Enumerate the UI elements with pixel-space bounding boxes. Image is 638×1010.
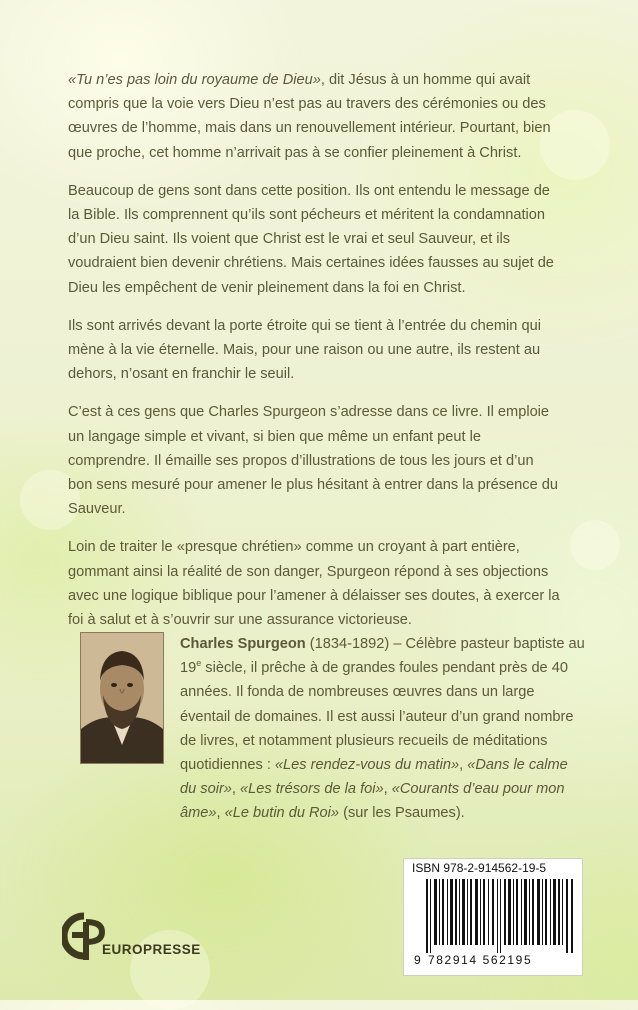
publisher-logo <box>62 912 201 972</box>
book-title: «Les trésors de la foi» <box>240 781 384 798</box>
author-portrait <box>80 632 164 764</box>
description-paragraph-3: Ils sont arrivés devant la porte étroite qui se tient à l’entrée du chemin qui mène à la vie éternelle. Mais, pour une raison ou une autre, ils restent au dehors, n’osant en franchir le seuil. <box>68 317 541 383</box>
book-title: «Les rendez-vous du matin» <box>274 757 460 774</box>
barcode-icon <box>426 879 574 953</box>
back-cover-description <box>68 68 560 646</box>
barcode-first-digit: 9 <box>414 953 421 967</box>
description-paragraph-5: Loin de traiter le «presque chrétien» comme un croyant à part entière, gommant ainsi la réalité de son danger, Spurgeon répond à ses objections avec une logique biblique pour l’amener à délaisser ses doutes, à exercer la foi à salut et à s’ouvrir sur une assurance victorieuse. <box>68 539 560 629</box>
book-title: «Dans le calme du soir» <box>180 757 568 798</box>
bokeh-light <box>570 520 620 570</box>
barcode-digits: 782914 562195 <box>428 953 533 967</box>
description-paragraph-4: C’est à ces gens que Charles Spurgeon s’adresse dans ce livre. Il emploie un langage simple et vivant, si bien que même un enfant peut le comprendre. Il émaille ses propos d’illustrations de tous les jours et d’un bon sens mesuré pour amener le plus hésitant à entrer dans la présence du Sauveur. <box>68 404 558 518</box>
author-name: Charles Spurgeon <box>180 636 306 652</box>
author-bio: Charles Spurgeon (1834-1892) – Célèbre pasteur baptiste au 19e siècle, il prêche à de grandes foules pendant près de 40 années. Il fonda de nombreuses œuvres dans un large éventail de domaines. Il est aussi l’auteur d’un grand nombre de livres, et notamment plusieurs recueils de méditations quotidiennes : «Les rendez-vous du matin», «Dans le calme du soir», «Les trésors de la foi», «Courants d’eau pour mon âme», «Le butin du Roi» (sur les Psaumes). <box>180 636 585 822</box>
isbn-label: ISBN 978-2-914562-19-5 <box>412 861 547 875</box>
book-title: «Courants d’eau pour mon âme» <box>180 781 565 822</box>
opening-quote: «Tu n’es pas loin du royaume de Dieu» <box>68 72 321 88</box>
description-paragraph-1: «Tu n’es pas loin du royaume de Dieu», dit Jésus à un homme qui avait compris que la voie vers Dieu n’est pas au travers des cérémonies ou des œuvres de l’homme, mais dans un renouvellement intérieur. Pourtant, bien que proche, cet homme n’arrivait pas à se confier pleinement à Christ. <box>68 72 551 161</box>
isbn-barcode-box <box>403 858 583 976</box>
author-section <box>80 632 585 832</box>
book-title: «Le butin du Roi» <box>224 805 340 822</box>
publisher-name: EUROPRESSE <box>102 942 201 957</box>
description-paragraph-2: Beaucoup de gens sont dans cette position. Ils ont entendu le message de la Bible. Ils comprennent qu’ils sont pécheurs et méritent la condamnation d’un Dieu saint. Ils voient que Christ est le vrai et seul Sauveur, et ils voudraient bien devenir chrétiens. Mais certaines idées fausses au sujet de Dieu les empêchent de venir pleinement dans la foi en Christ. <box>68 182 554 296</box>
europresse-logo-icon <box>62 912 106 962</box>
